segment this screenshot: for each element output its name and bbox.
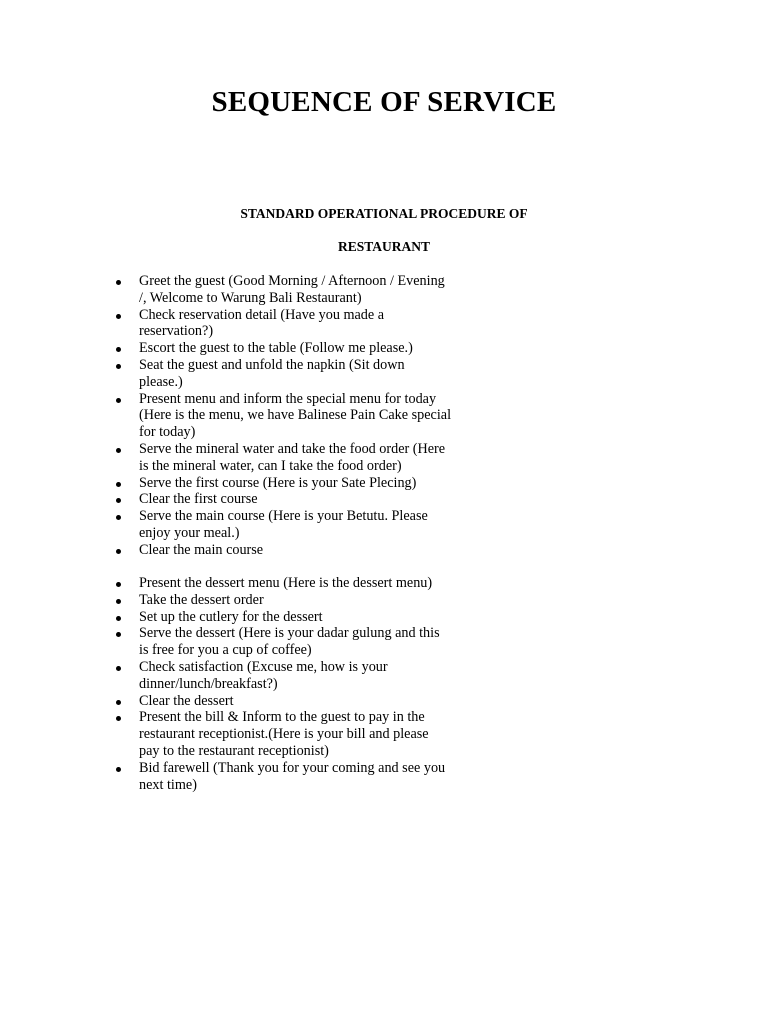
list-item xyxy=(113,491,493,508)
bullet-icon xyxy=(116,549,121,554)
list-item-text: Greet the guest (Good Morning / Afternoon / Evening /, Welcome to Warung Bali Restaurant) xyxy=(139,273,445,306)
bullet-icon xyxy=(116,599,121,604)
list-item xyxy=(113,659,493,693)
list-item-text: Check satisfaction (Excuse me, how is your dinner/lunch/breakfast?) xyxy=(139,658,388,692)
list-item xyxy=(113,592,493,609)
list-item xyxy=(113,709,493,759)
list-item xyxy=(113,441,493,475)
bullet-icon xyxy=(116,515,121,520)
bullet-icon xyxy=(116,716,121,721)
list-item xyxy=(113,625,493,659)
list-item-text: Present the bill & Inform to the guest to pay in the restaurant receptionist.(Here is your bill and please pay to the restaurant receptionist) xyxy=(139,709,429,759)
service-steps-list-2 xyxy=(113,575,493,793)
list-item xyxy=(113,609,493,626)
bullet-icon xyxy=(116,767,121,772)
bullet-icon xyxy=(116,347,121,352)
list-item xyxy=(113,340,493,357)
bullet-icon xyxy=(116,498,121,503)
list-item xyxy=(113,693,493,710)
list-item xyxy=(113,357,493,391)
list-item xyxy=(113,508,493,542)
list-item xyxy=(113,475,493,492)
list-item xyxy=(113,760,493,794)
list-item xyxy=(113,575,493,592)
list-item-text: Clear the dessert xyxy=(139,692,234,709)
document-title: SEQUENCE OF SERVICE xyxy=(211,86,557,118)
list-item xyxy=(113,391,493,441)
list-item-text: Serve the main course (Here is your Betutu. Please enjoy your meal.) xyxy=(139,508,428,541)
list-item-text: Check reservation detail (Have you made a reservation?) xyxy=(139,306,385,340)
list-item xyxy=(113,307,493,341)
bullet-icon xyxy=(116,666,121,671)
bullet-icon xyxy=(116,398,121,403)
document-subtitle-line-1: STANDARD OPERATIONAL PROCEDURE OF xyxy=(240,206,528,221)
bullet-icon xyxy=(116,314,121,319)
bullet-icon xyxy=(116,482,121,487)
list-item-text: Set up the cutlery for the dessert xyxy=(139,608,323,625)
list-item-text: Present the dessert menu (Here is the dessert menu) xyxy=(139,575,433,591)
bullet-icon xyxy=(116,364,121,369)
bullet-icon xyxy=(116,700,121,705)
list-item-text: Seat the guest and unfold the napkin (Sit down please.) xyxy=(139,356,405,390)
list-item-text: Present menu and inform the special menu for today (Here is the menu, we have Balinese Pain Cake special for today) xyxy=(139,390,452,441)
bullet-icon xyxy=(116,616,121,621)
list-item-text: Bid farewell (Thank you for your coming and see you next time) xyxy=(139,759,446,793)
list-item-text: Serve the mineral water and take the food order (Here is the mineral water, can I take the food order) xyxy=(139,440,446,474)
list-item xyxy=(113,542,493,559)
bullet-icon xyxy=(116,280,121,285)
list-item-text: Clear the first course xyxy=(139,491,258,508)
list-item-text: Serve the dessert (Here is your dadar gulung and this is free for you a cup of coffee) xyxy=(139,625,440,659)
list-item-text: Clear the main course xyxy=(139,541,264,558)
list-item-text: Escort the guest to the table (Follow me please.) xyxy=(139,340,413,357)
service-steps-list-1 xyxy=(113,273,493,559)
document-subtitle-line-2: RESTAURANT xyxy=(337,239,430,254)
list-item-text: Serve the first course (Here is your Sate Plecing) xyxy=(139,474,417,491)
list-item xyxy=(113,273,493,307)
bullet-icon xyxy=(116,632,121,637)
list-item-text: Take the dessert order xyxy=(139,591,264,608)
bullet-icon xyxy=(116,448,121,453)
bullet-icon xyxy=(116,582,121,587)
